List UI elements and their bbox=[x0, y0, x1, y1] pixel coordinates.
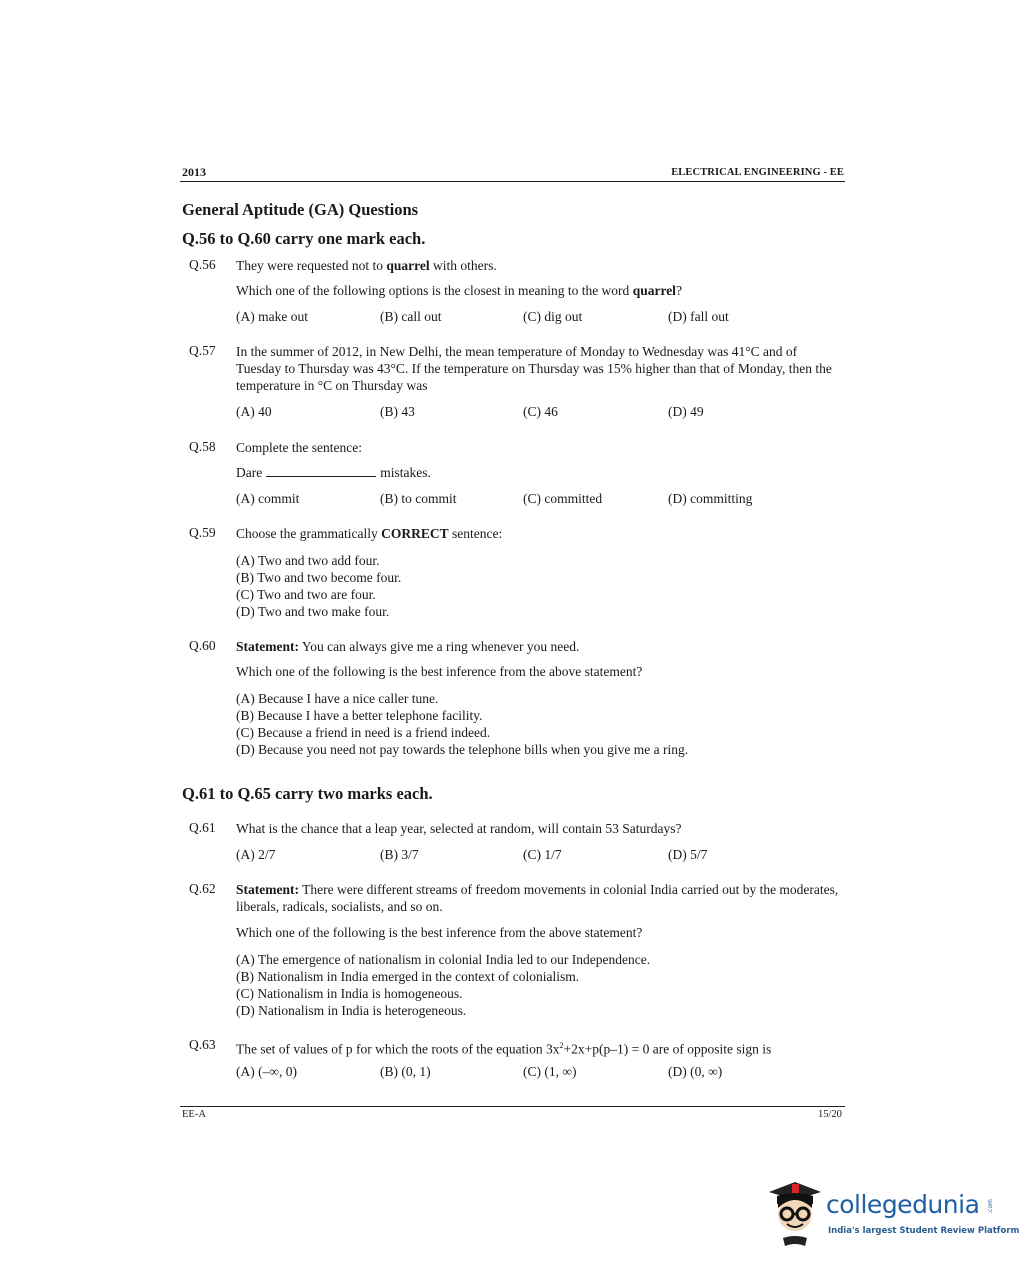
q56-number: Q.56 bbox=[189, 257, 216, 272]
q61-option-b: (B) 3/7 bbox=[380, 847, 419, 862]
q61-text: What is the chance that a leap year, selected at random, will contain 53 Saturdays? bbox=[236, 821, 682, 836]
q63-option-a: (A) (–∞, 0) bbox=[236, 1064, 297, 1079]
q60-option-b: (B) Because I have a better telephone facility. bbox=[236, 708, 483, 723]
q56-question: Which one of the following options is the closest in meaning to the word quarrel? bbox=[236, 283, 682, 298]
q61-option-d: (D) 5/7 bbox=[668, 847, 708, 862]
footer-rule bbox=[180, 1106, 845, 1107]
q58-option-d: (D) committing bbox=[668, 491, 753, 506]
q59-option-a: (A) Two and two add four. bbox=[236, 553, 380, 568]
page-number: 15/20 bbox=[818, 1109, 842, 1120]
header-rule bbox=[180, 181, 845, 182]
paper-year: 2013 bbox=[182, 165, 206, 179]
brand-tagline: India's largest Student Review Platform bbox=[828, 1226, 1020, 1236]
q58-option-b: (B) to commit bbox=[380, 491, 457, 506]
q58-prompt: Complete the sentence: bbox=[236, 440, 362, 455]
q62-option-c: (C) Nationalism in India is homogeneous. bbox=[236, 986, 463, 1001]
q58-option-c: (C) committed bbox=[523, 491, 603, 506]
section-title: General Aptitude (GA) Questions bbox=[182, 200, 419, 219]
q62-number: Q.62 bbox=[189, 881, 216, 896]
q57-option-c: (C) 46 bbox=[523, 404, 558, 419]
q57-number: Q.57 bbox=[189, 343, 216, 358]
q56-option-a: (A) make out bbox=[236, 309, 308, 324]
q57-text: In the summer of 2012, in New Delhi, the mean temperature of Monday to Wednesday was 41°C and of Tuesday to Thursday was 43°C. If the temperature on Thursday was 15% higher than that of Monday, then the temperature in °C on Thursday was bbox=[236, 344, 832, 393]
q59-prompt: Choose the grammatically CORRECT sentence: bbox=[236, 526, 503, 541]
q63-option-d: (D) (0, ∞) bbox=[668, 1064, 723, 1079]
q58-number: Q.58 bbox=[189, 439, 216, 454]
q59-number: Q.59 bbox=[189, 525, 216, 540]
brand-logo-text: collegedunia bbox=[826, 1190, 980, 1219]
q62-statement: Statement: There were different streams of freedom movements in colonial India carried out by the moderates, liberals, radicals, socialists, and so on. bbox=[236, 882, 839, 914]
q61-number: Q.61 bbox=[189, 820, 216, 835]
q63-text: The set of values of p for which the roots of the equation $3x^2+2x+p(p-1) = 0$ are of opposite sign is bbox=[236, 1041, 772, 1057]
q63-option-c: (C) (1, ∞) bbox=[523, 1064, 577, 1079]
q62-option-b: (B) Nationalism in India emerged in the context of colonialism. bbox=[236, 969, 580, 984]
q57-option-d: (D) 49 bbox=[668, 404, 704, 419]
q60-option-d: (D) Because you need not pay towards the telephone bills when you give me a ring. bbox=[236, 742, 689, 757]
q56-option-d: (D) fall out bbox=[668, 309, 729, 324]
q63-option-b: (B) (0, 1) bbox=[380, 1064, 431, 1079]
q60-option-a: (A) Because I have a nice caller tune. bbox=[236, 691, 439, 706]
q62-question: Which one of the following is the best inference from the above statement? bbox=[236, 925, 643, 940]
q61-option-c: (C) 1/7 bbox=[523, 847, 562, 862]
q56-option-b: (B) call out bbox=[380, 309, 442, 324]
q58-option-a: (A) commit bbox=[236, 491, 300, 506]
q56-stem: They were requested not to quarrel with others. bbox=[236, 258, 497, 273]
q62-option-d: (D) Nationalism in India is heterogeneous. bbox=[236, 1003, 467, 1018]
group-1-title: Q.56 to Q.60 carry one mark each. bbox=[182, 229, 426, 248]
q59-option-d: (D) Two and two make four. bbox=[236, 604, 390, 619]
q62-option-a: (A) The emergence of nationalism in colonial India led to our Independence. bbox=[236, 952, 651, 967]
q63-number: Q.63 bbox=[189, 1037, 216, 1052]
q61-option-a: (A) 2/7 bbox=[236, 847, 276, 862]
q60-number: Q.60 bbox=[189, 638, 216, 653]
footer-code: EE-A bbox=[182, 1109, 206, 1120]
brand-logo-com: .com bbox=[986, 1199, 994, 1214]
q60-option-c: (C) Because a friend in need is a friend indeed. bbox=[236, 725, 491, 740]
q58-sentence: Dare mistakes. bbox=[236, 465, 431, 480]
paper-title: ELECTRICAL ENGINEERING - EE bbox=[671, 167, 844, 178]
q56-option-c: (C) dig out bbox=[523, 309, 583, 324]
q59-option-b: (B) Two and two become four. bbox=[236, 570, 402, 585]
q60-question: Which one of the following is the best inference from the above statement? bbox=[236, 664, 643, 679]
q60-statement: Statement: You can always give me a ring whenever you need. bbox=[236, 639, 580, 654]
q57-option-a: (A) 40 bbox=[236, 404, 272, 419]
mascot-icon bbox=[765, 1178, 823, 1248]
q57-option-b: (B) 43 bbox=[380, 404, 415, 419]
q59-option-c: (C) Two and two are four. bbox=[236, 587, 376, 602]
group-2-title: Q.61 to Q.65 carry two marks each. bbox=[182, 784, 433, 803]
q58-blank bbox=[266, 465, 376, 477]
